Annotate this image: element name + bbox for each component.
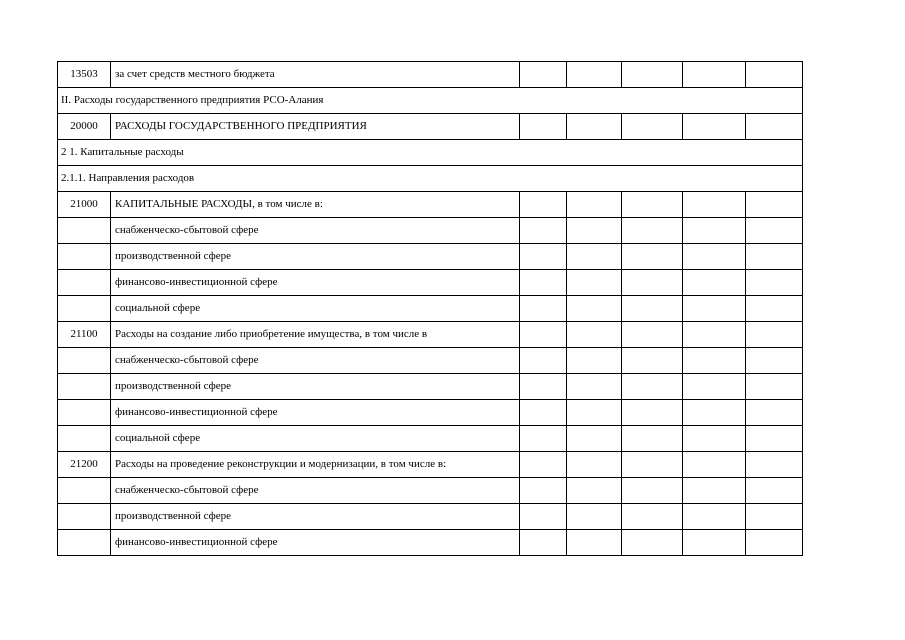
section-header-row: [58, 166, 803, 192]
row-code: 21200: [58, 452, 111, 478]
row-code: 13503: [58, 62, 111, 88]
value-cell: [683, 400, 746, 426]
value-cell: [622, 452, 683, 478]
value-cell: [683, 374, 746, 400]
row-code: [58, 530, 111, 556]
value-cell: [683, 348, 746, 374]
value-cell: [567, 374, 622, 400]
table-row: [58, 192, 803, 218]
value-cell: [567, 348, 622, 374]
value-cell: [622, 374, 683, 400]
value-cell: [622, 322, 683, 348]
value-cell: [683, 114, 746, 140]
section-header-row: [58, 88, 803, 114]
row-description: социальной сфере: [111, 296, 520, 322]
value-cell: [520, 452, 567, 478]
value-cell: [567, 426, 622, 452]
row-description: производственной сфере: [111, 504, 520, 530]
value-cell: [520, 244, 567, 270]
row-code: [58, 400, 111, 426]
value-cell: [520, 322, 567, 348]
section-header: 2.1.1. Направления расходов: [58, 166, 803, 192]
value-cell: [622, 530, 683, 556]
row-description: за счет средств местного бюджета: [111, 62, 520, 88]
value-cell: [683, 322, 746, 348]
value-cell: [622, 270, 683, 296]
row-code: [58, 270, 111, 296]
table-row: [58, 504, 803, 530]
row-description: РАСХОДЫ ГОСУДАРСТВЕННОГО ПРЕДПРИЯТИЯ: [111, 114, 520, 140]
value-cell: [746, 400, 803, 426]
table-row: [58, 478, 803, 504]
table-row: [58, 374, 803, 400]
table-row: [58, 348, 803, 374]
value-cell: [746, 244, 803, 270]
value-cell: [567, 478, 622, 504]
row-description: Расходы на создание либо приобретение имущества, в том числе в: [111, 322, 520, 348]
row-code: 20000: [58, 114, 111, 140]
value-cell: [622, 348, 683, 374]
row-code: [58, 478, 111, 504]
value-cell: [520, 504, 567, 530]
value-cell: [746, 270, 803, 296]
value-cell: [622, 478, 683, 504]
table-row: [58, 400, 803, 426]
row-description: снабженческо-сбытовой сфере: [111, 348, 520, 374]
value-cell: [622, 504, 683, 530]
value-cell: [567, 192, 622, 218]
value-cell: [746, 530, 803, 556]
value-cell: [567, 452, 622, 478]
section-header-row: [58, 140, 803, 166]
row-code: [58, 348, 111, 374]
value-cell: [683, 218, 746, 244]
row-description: финансово-инвестиционной сфере: [111, 270, 520, 296]
section-header: 2 1. Капитальные расходы: [58, 140, 803, 166]
value-cell: [520, 296, 567, 322]
value-cell: [622, 114, 683, 140]
row-code: [58, 244, 111, 270]
value-cell: [622, 426, 683, 452]
table-row: [58, 296, 803, 322]
value-cell: [567, 114, 622, 140]
row-description: производственной сфере: [111, 374, 520, 400]
value-cell: [683, 426, 746, 452]
value-cell: [520, 530, 567, 556]
value-cell: [567, 504, 622, 530]
value-cell: [746, 218, 803, 244]
row-description: финансово-инвестиционной сфере: [111, 400, 520, 426]
row-description: производственной сфере: [111, 244, 520, 270]
value-cell: [520, 374, 567, 400]
table-row: [58, 114, 803, 140]
row-code: [58, 374, 111, 400]
value-cell: [683, 244, 746, 270]
row-code: [58, 504, 111, 530]
value-cell: [520, 426, 567, 452]
value-cell: [567, 244, 622, 270]
section-header: II. Расходы государственного предприятия РСО-Алания: [58, 88, 803, 114]
value-cell: [567, 400, 622, 426]
value-cell: [520, 62, 567, 88]
value-cell: [567, 62, 622, 88]
value-cell: [683, 62, 746, 88]
row-code: 21100: [58, 322, 111, 348]
row-code: [58, 296, 111, 322]
row-code: 21000: [58, 192, 111, 218]
value-cell: [622, 192, 683, 218]
value-cell: [622, 296, 683, 322]
value-cell: [520, 400, 567, 426]
table-row: [58, 426, 803, 452]
table-row: [58, 62, 803, 88]
value-cell: [746, 114, 803, 140]
row-description: социальной сфере: [111, 426, 520, 452]
value-cell: [746, 426, 803, 452]
row-description: КАПИТАЛЬНЫЕ РАСХОДЫ, в том числе в:: [111, 192, 520, 218]
value-cell: [746, 478, 803, 504]
value-cell: [520, 192, 567, 218]
value-cell: [746, 348, 803, 374]
table-row: [58, 530, 803, 556]
value-cell: [683, 270, 746, 296]
value-cell: [567, 270, 622, 296]
table-body: [58, 62, 803, 556]
table-row: [58, 244, 803, 270]
table-row: [58, 452, 803, 478]
value-cell: [622, 218, 683, 244]
value-cell: [683, 296, 746, 322]
row-description: снабженческо-сбытовой сфере: [111, 478, 520, 504]
value-cell: [567, 296, 622, 322]
row-description: снабженческо-сбытовой сфере: [111, 218, 520, 244]
row-code: [58, 218, 111, 244]
value-cell: [683, 452, 746, 478]
row-description: Расходы на проведение реконструкции и модернизации, в том числе в:: [111, 452, 520, 478]
value-cell: [520, 478, 567, 504]
value-cell: [746, 452, 803, 478]
value-cell: [683, 192, 746, 218]
value-cell: [683, 530, 746, 556]
table-row: [58, 270, 803, 296]
expense-table: [57, 61, 803, 556]
value-cell: [746, 374, 803, 400]
value-cell: [567, 530, 622, 556]
value-cell: [622, 244, 683, 270]
row-description: финансово-инвестиционной сфере: [111, 530, 520, 556]
value-cell: [746, 192, 803, 218]
value-cell: [567, 322, 622, 348]
value-cell: [746, 296, 803, 322]
table-row: [58, 322, 803, 348]
value-cell: [520, 114, 567, 140]
value-cell: [622, 400, 683, 426]
value-cell: [746, 62, 803, 88]
value-cell: [520, 348, 567, 374]
value-cell: [622, 62, 683, 88]
value-cell: [520, 218, 567, 244]
value-cell: [746, 504, 803, 530]
value-cell: [520, 270, 567, 296]
table-row: [58, 218, 803, 244]
row-code: [58, 426, 111, 452]
value-cell: [746, 322, 803, 348]
value-cell: [683, 504, 746, 530]
value-cell: [567, 218, 622, 244]
value-cell: [683, 478, 746, 504]
